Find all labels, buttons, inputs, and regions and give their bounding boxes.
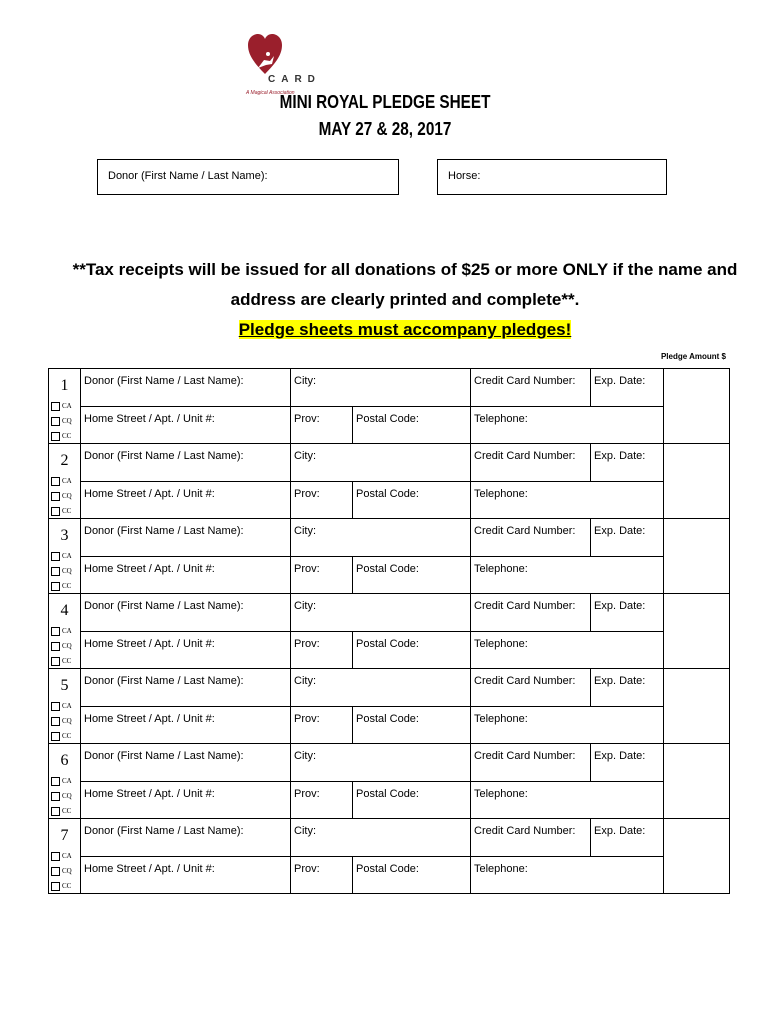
checkbox-icon[interactable] bbox=[51, 882, 60, 891]
street-input[interactable] bbox=[81, 632, 291, 669]
payment-option[interactable] bbox=[51, 774, 72, 789]
street-label: Home Street / Apt. / Unit #: bbox=[84, 788, 215, 800]
postal-label: Postal Code: bbox=[356, 413, 419, 425]
payment-option[interactable] bbox=[51, 789, 72, 804]
payment-options bbox=[51, 624, 72, 669]
payment-option-label: CQ bbox=[62, 792, 72, 800]
prov-label: Prov: bbox=[294, 413, 320, 425]
pledge-row-address bbox=[49, 857, 730, 894]
telephone-input[interactable] bbox=[471, 782, 664, 819]
telephone-label: Telephone: bbox=[474, 563, 528, 575]
payment-option-label: CC bbox=[62, 657, 72, 665]
payment-option[interactable] bbox=[51, 864, 72, 879]
row-number-cell bbox=[49, 519, 81, 594]
donor-name-input[interactable] bbox=[81, 594, 291, 632]
street-input[interactable] bbox=[81, 407, 291, 444]
donor-name-label: Donor (First Name / Last Name): bbox=[108, 170, 268, 182]
payment-option-label: CQ bbox=[62, 642, 72, 650]
prov-label: Prov: bbox=[294, 713, 320, 725]
postal-code-input[interactable] bbox=[353, 557, 471, 594]
telephone-label: Telephone: bbox=[474, 413, 528, 425]
postal-label: Postal Code: bbox=[356, 713, 419, 725]
credit-card-input[interactable] bbox=[471, 594, 591, 632]
payment-option-label: CC bbox=[62, 507, 72, 515]
exp-date-label: Exp. Date: bbox=[594, 600, 646, 612]
row-number-cell bbox=[49, 594, 81, 669]
donor-name-input[interactable] bbox=[81, 819, 291, 857]
telephone-input[interactable] bbox=[471, 557, 664, 594]
payment-option[interactable] bbox=[51, 414, 72, 429]
checkbox-icon[interactable] bbox=[51, 867, 60, 876]
card-logo bbox=[238, 34, 321, 96]
row-number: 4 bbox=[60, 602, 69, 619]
prov-label: Prov: bbox=[294, 563, 320, 575]
pledge-amount-input[interactable] bbox=[664, 519, 730, 594]
row-number-cell bbox=[49, 444, 81, 519]
postal-label: Postal Code: bbox=[356, 863, 419, 875]
payment-option[interactable] bbox=[51, 504, 72, 519]
postal-code-input[interactable] bbox=[353, 482, 471, 519]
row-number-cell bbox=[49, 819, 81, 894]
exp-date-input[interactable] bbox=[591, 594, 664, 632]
payment-option[interactable] bbox=[51, 639, 72, 654]
payment-option[interactable] bbox=[51, 489, 72, 504]
street-input[interactable] bbox=[81, 782, 291, 819]
donor-name-input[interactable] bbox=[81, 669, 291, 707]
prov-label: Prov: bbox=[294, 488, 320, 500]
pledge-row bbox=[49, 369, 730, 407]
street-input[interactable] bbox=[81, 707, 291, 744]
payment-options bbox=[51, 849, 72, 894]
city-label: City: bbox=[294, 825, 316, 837]
payment-option-label: CC bbox=[62, 807, 72, 815]
row-number: 2 bbox=[60, 452, 69, 469]
city-label: City: bbox=[294, 675, 316, 687]
city-input[interactable] bbox=[291, 819, 471, 857]
city-input[interactable] bbox=[291, 519, 471, 557]
pledge-row-address bbox=[49, 407, 730, 444]
pledge-row bbox=[49, 744, 730, 782]
city-label: City: bbox=[294, 525, 316, 537]
pledge-row bbox=[49, 819, 730, 857]
pledge-row-address bbox=[49, 482, 730, 519]
payment-option[interactable] bbox=[51, 474, 72, 489]
donor-label: Donor (First Name / Last Name): bbox=[84, 450, 244, 462]
payment-option[interactable] bbox=[51, 579, 72, 594]
pledge-row-address bbox=[49, 557, 730, 594]
checkbox-icon[interactable] bbox=[51, 807, 60, 816]
page-title: MINI ROYAL PLEDGE SHEET bbox=[279, 92, 491, 112]
row-number: 7 bbox=[60, 827, 69, 844]
exp-date-label: Exp. Date: bbox=[594, 750, 646, 762]
street-label: Home Street / Apt. / Unit #: bbox=[84, 488, 215, 500]
exp-date-input[interactable] bbox=[591, 669, 664, 707]
logo-wordmark: CARD bbox=[268, 74, 321, 85]
prov-input[interactable] bbox=[291, 407, 353, 444]
row-number-cell bbox=[49, 744, 81, 819]
row-number: 1 bbox=[60, 377, 69, 394]
street-label: Home Street / Apt. / Unit #: bbox=[84, 413, 215, 425]
checkbox-icon[interactable] bbox=[51, 507, 60, 516]
postal-code-input[interactable] bbox=[353, 632, 471, 669]
row-number: 5 bbox=[60, 677, 69, 694]
pledge-row bbox=[49, 594, 730, 632]
donor-label: Donor (First Name / Last Name): bbox=[84, 675, 244, 687]
checkbox-icon[interactable] bbox=[51, 717, 60, 726]
street-label: Home Street / Apt. / Unit #: bbox=[84, 863, 215, 875]
pledge-amount-input[interactable] bbox=[664, 744, 730, 819]
city-input[interactable] bbox=[291, 594, 471, 632]
donor-name-input[interactable] bbox=[81, 369, 291, 407]
exp-date-input[interactable] bbox=[591, 369, 664, 407]
credit-card-input[interactable] bbox=[471, 369, 591, 407]
pledge-amount-input[interactable] bbox=[664, 444, 730, 519]
payment-options bbox=[51, 549, 72, 594]
checkbox-icon[interactable] bbox=[51, 627, 60, 636]
payment-options bbox=[51, 774, 72, 819]
payment-option-label: CA bbox=[62, 627, 72, 635]
checkbox-icon[interactable] bbox=[51, 402, 60, 411]
exp-date-input[interactable] bbox=[591, 819, 664, 857]
street-input[interactable] bbox=[81, 857, 291, 894]
credit-card-input[interactable] bbox=[471, 819, 591, 857]
credit-card-label: Credit Card Number: bbox=[474, 450, 576, 462]
exp-date-label: Exp. Date: bbox=[594, 450, 646, 462]
checkbox-icon[interactable] bbox=[51, 657, 60, 666]
notice-text: **Tax receipts will be issued for all donations of $25 or more ONLY if the name and address are clearly printed and complete**. bbox=[72, 260, 738, 309]
telephone-input[interactable] bbox=[471, 482, 664, 519]
checkbox-icon[interactable] bbox=[51, 432, 60, 441]
city-label: City: bbox=[294, 375, 316, 387]
postal-label: Postal Code: bbox=[356, 488, 419, 500]
telephone-label: Telephone: bbox=[474, 638, 528, 650]
payment-option-label: CA bbox=[62, 852, 72, 860]
credit-card-label: Credit Card Number: bbox=[474, 600, 576, 612]
credit-card-label: Credit Card Number: bbox=[474, 675, 576, 687]
payment-option-label: CA bbox=[62, 477, 72, 485]
payment-option-label: CC bbox=[62, 882, 72, 890]
telephone-input[interactable] bbox=[471, 857, 664, 894]
exp-date-label: Exp. Date: bbox=[594, 375, 646, 387]
city-input[interactable] bbox=[291, 744, 471, 782]
payment-option-label: CA bbox=[62, 552, 72, 560]
payment-option[interactable] bbox=[51, 399, 72, 414]
pledge-amount-input[interactable] bbox=[664, 819, 730, 894]
credit-card-label: Credit Card Number: bbox=[474, 525, 576, 537]
exp-date-input[interactable] bbox=[591, 519, 664, 557]
donor-name-input[interactable] bbox=[81, 444, 291, 482]
checkbox-icon[interactable] bbox=[51, 702, 60, 711]
checkbox-icon[interactable] bbox=[51, 417, 60, 426]
telephone-input[interactable] bbox=[471, 707, 664, 744]
notice-highlight: Pledge sheets must accompany pledges! bbox=[238, 320, 572, 339]
postal-code-input[interactable] bbox=[353, 707, 471, 744]
city-input[interactable] bbox=[291, 369, 471, 407]
checkbox-icon[interactable] bbox=[51, 492, 60, 501]
checkbox-icon[interactable] bbox=[51, 477, 60, 486]
checkbox-icon[interactable] bbox=[51, 642, 60, 651]
street-label: Home Street / Apt. / Unit #: bbox=[84, 713, 215, 725]
checkbox-icon[interactable] bbox=[51, 567, 60, 576]
donor-label: Donor (First Name / Last Name): bbox=[84, 375, 244, 387]
credit-card-input[interactable] bbox=[471, 744, 591, 782]
pledge-row-address bbox=[49, 632, 730, 669]
prov-input[interactable] bbox=[291, 857, 353, 894]
telephone-label: Telephone: bbox=[474, 713, 528, 725]
checkbox-icon[interactable] bbox=[51, 732, 60, 741]
prov-input[interactable] bbox=[291, 482, 353, 519]
donor-label: Donor (First Name / Last Name): bbox=[84, 750, 244, 762]
logo-tagline: A Magical Association bbox=[246, 90, 295, 96]
prov-label: Prov: bbox=[294, 863, 320, 875]
postal-code-input[interactable] bbox=[353, 407, 471, 444]
payment-options bbox=[51, 699, 72, 744]
street-input[interactable] bbox=[81, 482, 291, 519]
payment-option-label: CC bbox=[62, 732, 72, 740]
credit-card-label: Credit Card Number: bbox=[474, 825, 576, 837]
pledge-row-address bbox=[49, 707, 730, 744]
payment-options bbox=[51, 399, 72, 444]
telephone-label: Telephone: bbox=[474, 788, 528, 800]
prov-input[interactable] bbox=[291, 782, 353, 819]
postal-label: Postal Code: bbox=[356, 638, 419, 650]
exp-date-input[interactable] bbox=[591, 444, 664, 482]
city-label: City: bbox=[294, 600, 316, 612]
payment-option-label: CQ bbox=[62, 417, 72, 425]
street-input[interactable] bbox=[81, 557, 291, 594]
exp-date-input[interactable] bbox=[591, 744, 664, 782]
pledge-amount-input[interactable] bbox=[664, 669, 730, 744]
pledge-amount-input[interactable] bbox=[664, 594, 730, 669]
donor-label: Donor (First Name / Last Name): bbox=[84, 600, 244, 612]
row-number-cell bbox=[49, 369, 81, 444]
donor-name-input[interactable] bbox=[81, 519, 291, 557]
exp-date-label: Exp. Date: bbox=[594, 675, 646, 687]
row-number: 3 bbox=[60, 527, 69, 544]
pledge-amount-input[interactable] bbox=[664, 369, 730, 444]
payment-option-label: CA bbox=[62, 402, 72, 410]
payment-option[interactable] bbox=[51, 804, 72, 819]
payment-option-label: CQ bbox=[62, 717, 72, 725]
credit-card-label: Credit Card Number: bbox=[474, 375, 576, 387]
payment-option[interactable] bbox=[51, 729, 72, 744]
payment-option-label: CA bbox=[62, 702, 72, 710]
street-label: Home Street / Apt. / Unit #: bbox=[84, 563, 215, 575]
payment-option-label: CQ bbox=[62, 867, 72, 875]
heart-rider-icon bbox=[248, 34, 282, 76]
pledge-row bbox=[49, 444, 730, 482]
city-label: City: bbox=[294, 450, 316, 462]
payment-option[interactable] bbox=[51, 654, 72, 669]
city-input[interactable] bbox=[291, 444, 471, 482]
telephone-input[interactable] bbox=[471, 407, 664, 444]
postal-code-input[interactable] bbox=[353, 857, 471, 894]
horse-field[interactable] bbox=[437, 159, 667, 195]
checkbox-icon[interactable] bbox=[51, 852, 60, 861]
postal-label: Postal Code: bbox=[356, 563, 419, 575]
payment-option[interactable] bbox=[51, 429, 72, 444]
payment-option-label: CQ bbox=[62, 492, 72, 500]
exp-date-label: Exp. Date: bbox=[594, 525, 646, 537]
prov-label: Prov: bbox=[294, 638, 320, 650]
credit-card-input[interactable] bbox=[471, 669, 591, 707]
payment-option[interactable] bbox=[51, 879, 72, 894]
telephone-label: Telephone: bbox=[474, 488, 528, 500]
tax-receipt-notice bbox=[60, 255, 750, 345]
credit-card-input[interactable] bbox=[471, 519, 591, 557]
payment-option[interactable] bbox=[51, 699, 72, 714]
pledge-row-address bbox=[49, 782, 730, 819]
row-number: 6 bbox=[60, 752, 69, 769]
telephone-input[interactable] bbox=[471, 632, 664, 669]
pledge-amount-header: Pledge Amount $ bbox=[660, 352, 726, 361]
payment-option[interactable] bbox=[51, 564, 72, 579]
payment-option[interactable] bbox=[51, 549, 72, 564]
telephone-label: Telephone: bbox=[474, 863, 528, 875]
donor-name-input[interactable] bbox=[81, 744, 291, 782]
event-date: MAY 27 & 28, 2017 bbox=[318, 119, 452, 139]
payment-option-label: CC bbox=[62, 432, 72, 440]
payment-options bbox=[51, 474, 72, 519]
checkbox-icon[interactable] bbox=[51, 582, 60, 591]
horse-label: Horse: bbox=[448, 170, 481, 182]
payment-option[interactable] bbox=[51, 624, 72, 639]
prov-label: Prov: bbox=[294, 788, 320, 800]
city-label: City: bbox=[294, 750, 316, 762]
pledge-row bbox=[49, 669, 730, 707]
payment-option[interactable] bbox=[51, 849, 72, 864]
prov-input[interactable] bbox=[291, 707, 353, 744]
checkbox-icon[interactable] bbox=[51, 792, 60, 801]
prov-input[interactable] bbox=[291, 557, 353, 594]
postal-code-input[interactable] bbox=[353, 782, 471, 819]
payment-option-label: CC bbox=[62, 582, 72, 590]
city-input[interactable] bbox=[291, 669, 471, 707]
pledge-table bbox=[48, 368, 730, 894]
prov-input[interactable] bbox=[291, 632, 353, 669]
donor-label: Donor (First Name / Last Name): bbox=[84, 525, 244, 537]
credit-card-label: Credit Card Number: bbox=[474, 750, 576, 762]
donor-name-field[interactable] bbox=[97, 159, 399, 195]
donor-label: Donor (First Name / Last Name): bbox=[84, 825, 244, 837]
postal-label: Postal Code: bbox=[356, 788, 419, 800]
payment-option-label: CA bbox=[62, 777, 72, 785]
exp-date-label: Exp. Date: bbox=[594, 825, 646, 837]
checkbox-icon[interactable] bbox=[51, 777, 60, 786]
payment-option[interactable] bbox=[51, 714, 72, 729]
street-label: Home Street / Apt. / Unit #: bbox=[84, 638, 215, 650]
pledge-row bbox=[49, 519, 730, 557]
checkbox-icon[interactable] bbox=[51, 552, 60, 561]
credit-card-input[interactable] bbox=[471, 444, 591, 482]
payment-option-label: CQ bbox=[62, 567, 72, 575]
row-number-cell bbox=[49, 669, 81, 744]
